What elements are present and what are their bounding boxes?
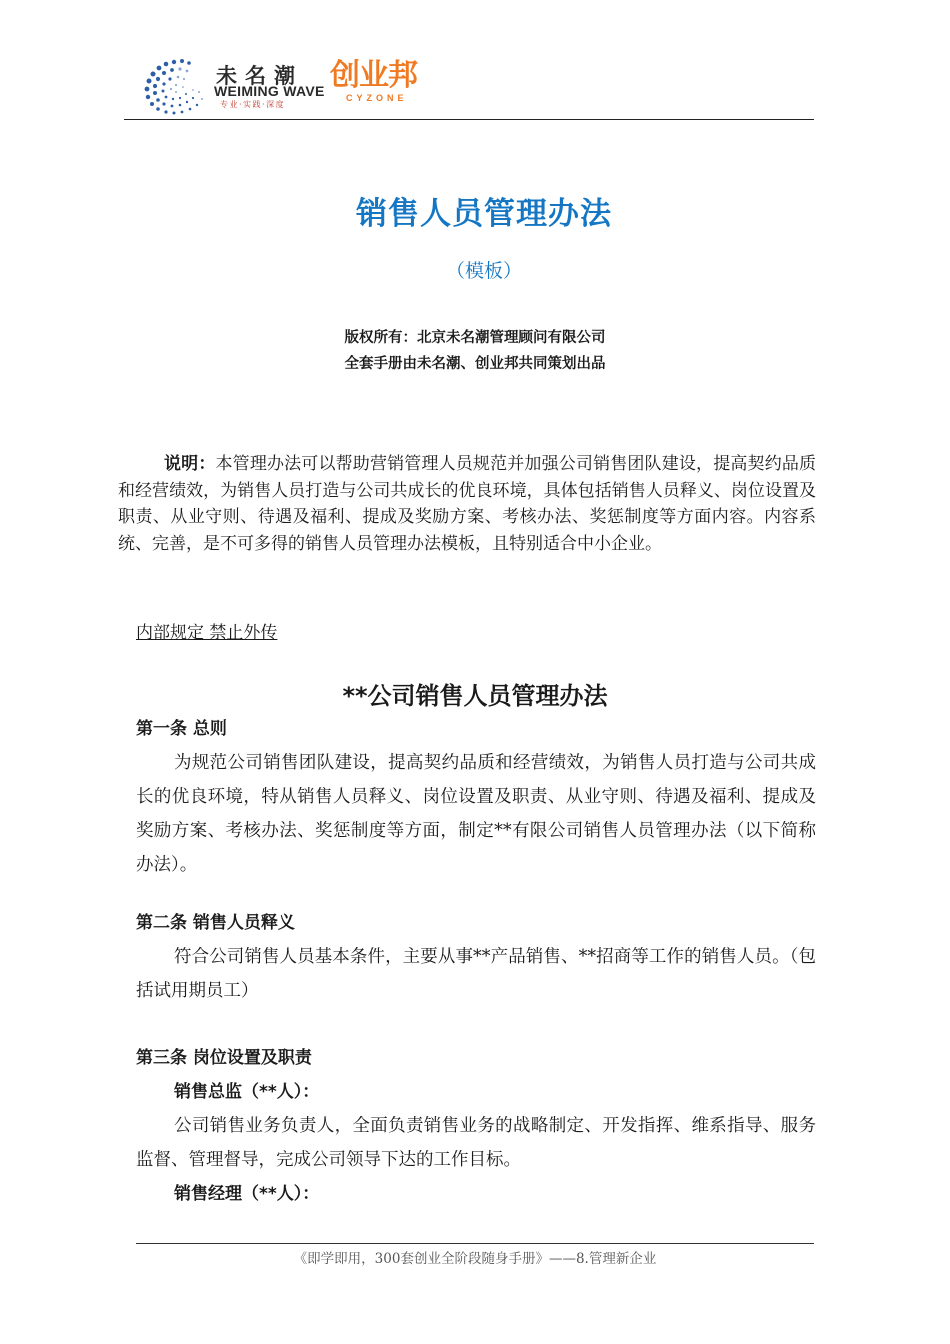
section-text: 为规范公司销售团队建设，提高契约品质和经营绩效，为销售人员打造与公司共成长的优良环境，特从销售人员释义、岗位设置及职责、从业守则、待遇及福利、提成及奖励方案、考核办法、奖惩制度等方面，制定**有限公司销售人员管理办法（以下简称办法）。 [136, 753, 816, 875]
cyzone-logo: 创业邦 [330, 58, 417, 93]
footer-divider [136, 1243, 814, 1244]
copyright-line-2: 全套手册由未名潮、创业邦共同策划出品 [344, 355, 606, 372]
role-text-sales-director: 公司销售业务负责人，全面负责销售业务的战略制定、开发指挥、维系指导、服务监督、管理督导，完成公司领导下达的工作目标。 [136, 1116, 816, 1170]
document-title: **公司销售人员管理办法 [342, 682, 608, 710]
section-1 [136, 712, 816, 882]
description-paragraph [118, 451, 816, 557]
description-text: 本管理办法可以帮助营销管理人员规范并加强公司销售团队建设，提高契约品质和经营绩效，为销售人员打造与公司共成长的优良环境，具体包括销售人员释义、岗位设置及职责、从业守则、待遇及福利、提成及奖励方案、考核办法、奖惩制度等方面内容。内容系统、完善，是不可多得的销售人员管理办法模板，且特别适合中小企业。 [118, 454, 817, 554]
header-divider [124, 119, 814, 120]
role-heading-sales-director: 销售总监（**人）： [174, 1082, 320, 1102]
weiming-wave-logo-cn: 未名潮 [216, 64, 303, 88]
description-label: 说明： [164, 454, 216, 474]
role-heading-sales-manager: 销售经理（**人）： [174, 1184, 320, 1204]
section-heading: 第三条 岗位设置及职责 [136, 1048, 312, 1068]
weiming-wave-logo-en: WEIMING WAVE [214, 83, 325, 99]
weiming-wave-logo-icon [136, 52, 214, 120]
copyright-block [0, 325, 950, 377]
cover-subtitle: （模板） [445, 260, 522, 282]
cover-title: 销售人员管理办法 [356, 196, 612, 232]
section-heading: 第二条 销售人员释义 [136, 913, 295, 933]
section-3 [136, 1041, 816, 1211]
weiming-wave-tagline: 专业·实践·深度 [220, 100, 286, 109]
section-text: 符合公司销售人员基本条件，主要从事**产品销售、**招商等工作的销售人员。（包括试用期员工） [136, 947, 816, 1001]
footer-text: 《即学即用，300套创业全阶段随身手册》——8.管理新企业 [293, 1251, 657, 1267]
section-heading: 第一条 总则 [136, 719, 227, 739]
internal-notice: 内部规定 禁止外传 [136, 623, 278, 643]
cyzone-logo-sub: CYZONE [346, 93, 408, 103]
copyright-line-1: 版权所有：北京未名潮管理顾问有限公司 [344, 329, 606, 346]
section-2 [136, 906, 816, 1008]
